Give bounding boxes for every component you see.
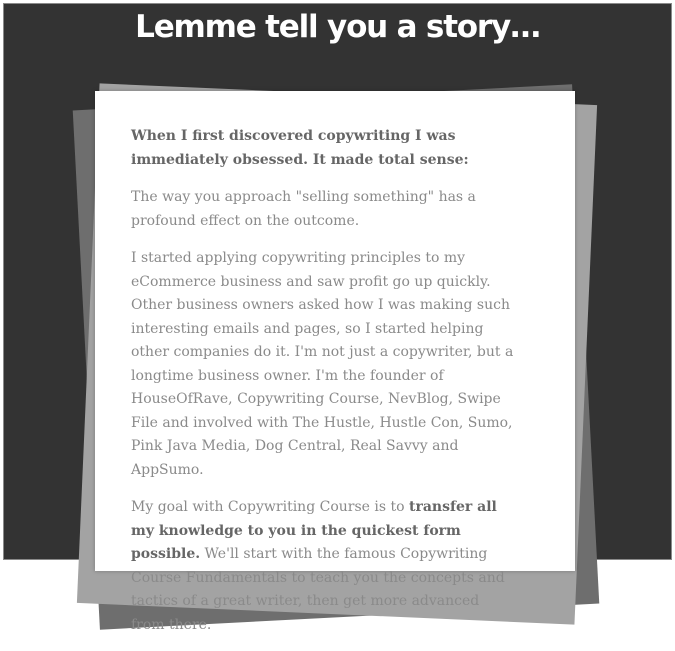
story-paper (95, 91, 575, 633)
story-section (3, 3, 672, 633)
story-lead-paragraph: When I first discovered copywriting I was immediately obsessed. It made total sense: (131, 128, 469, 168)
goal-highlight-text: transfer all my knowledge to you in the quickest form possible. (131, 499, 497, 562)
story-paragraph-3 (131, 496, 516, 637)
section-headline: Lemme tell you a story… (135, 9, 540, 45)
story-paragraph-1: The way you approach "selling something" has a profound effect on the outcome. (131, 189, 476, 229)
goal-followup-text: We'll start with the famous Copywriting Course Fundamentals to teach you the concepts and tactics of a great writer, then get more advanced from there. (131, 546, 505, 633)
goal-intro-text: My goal with Copywriting Course is to (131, 499, 409, 515)
story-text (131, 125, 516, 651)
story-paragraph-2: I started applying copywriting principles to my eCommerce business and saw profit go up quickly. Other business owners asked how I was making such interesting emails and pages, so I started helping other companies do it. I'm not just a copywriter, but a longtime business owner. I'm the founder of HouseOfRave, Copywriting Course, NevBlog, Swipe File and involved with The Hustle, Hustle Con, Sumo, Pink Java Media, Dog Central, Real Savvy and AppSumo. (131, 250, 514, 478)
